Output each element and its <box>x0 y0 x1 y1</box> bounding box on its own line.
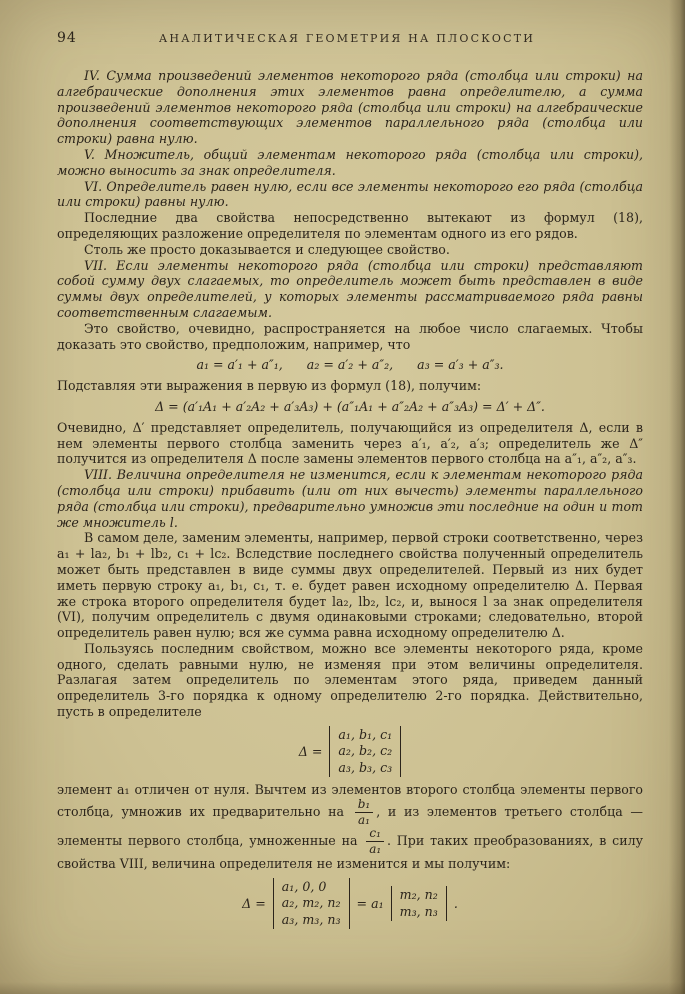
paragraph-viii-proof: В самом деле, заменим элементы, например, первой строки соответственно, через a₁ + la₂, b₁ + lb₂, c₁ + lc₂. Вследствие последнего свойства полученный определитель может быть представлен в виде суммы двух определителей. Первый из них будет иметь первую строку a₁, b₁, c₁, т. е. будет равен исходному определителю Δ. Первая же строка второго определителя будет la₂, lb₂, lc₂, и, вынося l за знак определителя (VI), получим определитель с двумя одинаковыми строками; следовательно, второй определитель равен нулю; вся же сумма равна исходному определителю Δ. <box>57 530 643 641</box>
property-vii: VII. Если элементы некоторого ряда (столбца или строки) представляют собой сумму двух слагаемых, то определитель может быть представлен в виде суммы двух определителей, у которых элементы рассматриваемого ряда равны соответственным слагаемым. <box>57 257 643 320</box>
determinant2-lhs: Δ = <box>242 895 266 911</box>
property-iv: IV. Сумма произведений элементов некоторого ряда (столбца или строки) на алгебраические дополнения этих элементов равна определителю, а сумма произведений элементов некоторого ряда (столбца или строки) на алгебраические дополнения соответствующих элементов параллельного ряда (столбца или строки) равна нулю. <box>57 68 643 147</box>
matrix-row: a₃, b₃, c₃ <box>338 759 393 775</box>
determinant1-lhs: Δ = <box>298 743 323 759</box>
fraction-b1-over-a1 <box>355 798 374 827</box>
matrix-row: a₃, m₃, n₃ <box>281 911 341 927</box>
paragraph-last-two-properties: Последние два свойства непосредственно вытекают из формул (18), определяющих разложение определителя по элементам одного из его рядов. <box>57 210 643 241</box>
paragraph-column-operations <box>57 782 643 872</box>
determinant-display-1 <box>57 726 643 778</box>
page-edge-shadow-bottom <box>0 982 685 994</box>
paragraph-delta-explanation: Очевидно, Δ′ представляет определитель, получающийся из определителя Δ, если в нем элементы первого столбца заменить через a′₁, a′₂, a′₃; определитель же Δ″ получится из определителя Δ после замены элементов первого столбца на a″₁, a″₂, a″₃. <box>57 419 643 467</box>
fraction-denominator: a₁ <box>358 813 370 828</box>
matrix-row: a₁, b₁, c₁ <box>338 726 393 742</box>
matrix-row: a₂, b₂, c₂ <box>338 743 393 759</box>
formula-sum-elements: a₁ = a′₁ + a″₁, a₂ = a′₂ + a″₂, a₃ = a′₃ + a″₃. <box>196 357 504 373</box>
matrix-2x2 <box>391 886 447 921</box>
determinant2-period: . <box>453 895 458 911</box>
text-segment: , и из элементов третьего столбца — элементы первого столбца, умноженные на <box>57 804 643 849</box>
property-vi: VI. Определитель равен нулю, если все элементы некоторого его ряда (столбца или строки) равны нулю. <box>57 178 643 210</box>
paragraph-proof-intro: Это свойство, очевидно, распространяется на любое число слагаемых. Чтобы доказать это свойство, предположим, например, что <box>57 320 643 352</box>
determinant-display-2 <box>57 878 643 930</box>
page-body <box>57 68 643 929</box>
matrix-row: m₃, n₃ <box>399 903 438 919</box>
page-header <box>57 30 637 48</box>
paragraph-reduction-intro: Пользуясь последним свойством, можно все элементы некоторого ряда, кроме одного, сделать равными нулю, не изменяя при этом величины определителя. Разлагая затем определитель по элементам этого ряда, приведем данный определитель 3-го порядка к одному определителю 2-го порядка. Действительно, пусть в определителе <box>57 640 643 720</box>
running-title: АНАЛИТИЧЕСКАЯ ГЕОМЕТРИЯ НА ПЛОСКОСТИ <box>158 32 536 45</box>
text-segment: . При таких преобразованиях, в силу свойства VIII, величина определителя не изменится и мы получим: <box>57 833 644 872</box>
formula-delta-decomposition: Δ = (a′₁A₁ + a′₂A₂ + a′₃A₃) + (a″₁A₁ + a″₂A₂ + a″₃A₃) = Δ′ + Δ″. <box>155 398 545 414</box>
fraction-numerator: c₁ <box>366 827 384 842</box>
matrix-row: m₂, n₂ <box>399 887 438 903</box>
property-v: V. Множитель, общий элементам некоторого ряда (столбца или строки), можно выносить за знак определителя. <box>57 146 643 178</box>
fraction-numerator: b₁ <box>355 798 374 813</box>
matrix-3x3 <box>273 878 350 930</box>
property-viii: VIII. Величина определителя не изменится, если к элементам некоторого ряда (столбца или строки) прибавить (или от них вычесть) элементы параллельного ряда (столбца или строки), предварительно умножив эти последние на один и тот же множитель l. <box>57 467 643 530</box>
determinant2-factor: = a₁ <box>356 895 384 911</box>
paragraph-substitute: Подставляя эти выражения в первую из формул (18), получим: <box>57 378 482 394</box>
matrix-row: a₁, 0, 0 <box>281 878 327 894</box>
matrix-3x3 <box>329 726 401 778</box>
fraction-denominator: a₁ <box>369 842 382 857</box>
matrix-row: a₂, m₂, n₂ <box>281 895 341 911</box>
page-number: 94 <box>57 30 77 46</box>
page-edge-shadow-right <box>669 0 685 994</box>
fraction-c1-over-a1 <box>366 827 384 856</box>
paragraph-next-property: Столь же просто доказывается и следующее свойство. <box>84 241 450 257</box>
text-segment: элемент a₁ отличен от нуля. Вычтем из элементов второго столбца элементы первого столбца, умножив их предварительно на <box>57 782 643 820</box>
